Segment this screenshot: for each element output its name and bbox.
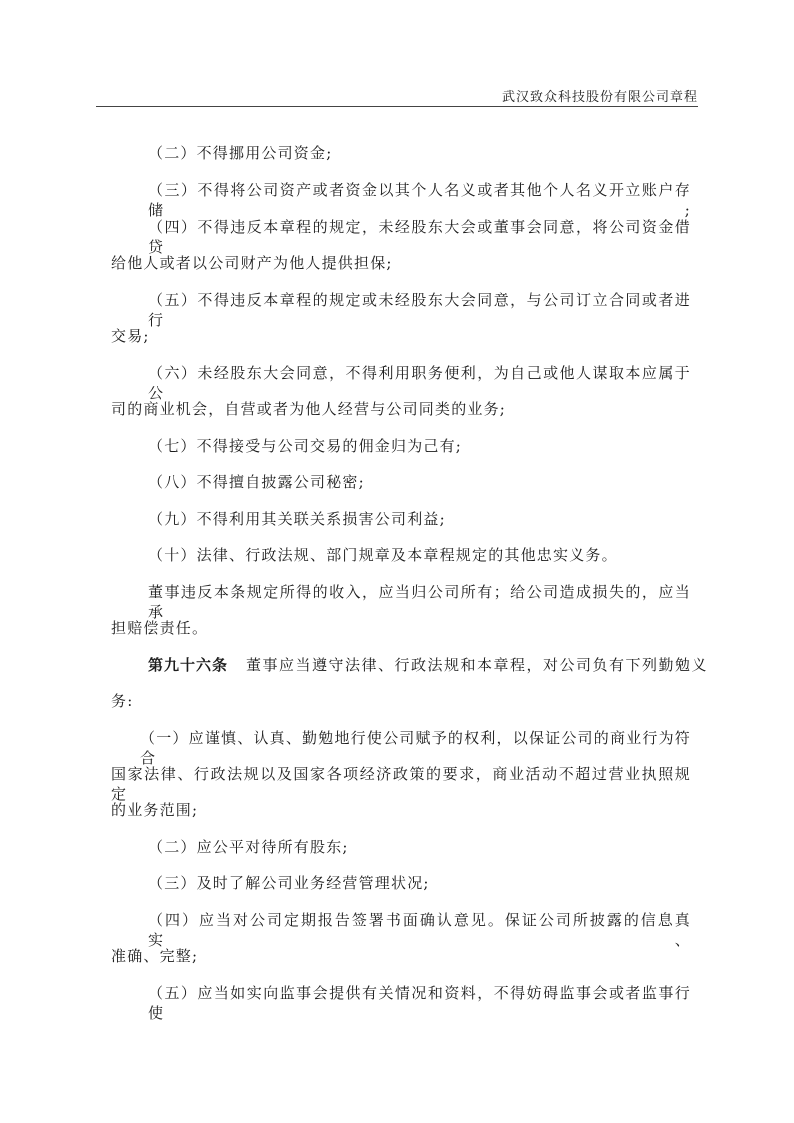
article-96-item-1-line-3: 的业务范围;: [111, 801, 199, 819]
article-96-item-3: （三）及时了解公司业务经营管理状况;: [148, 874, 430, 892]
article-96-item-4-line-1: （四）应当对公司定期报告签署书面确认意见。保证公司所披露的信息真实、: [148, 911, 691, 949]
document-header-title: 武汉致众科技股份有限公司章程: [501, 90, 698, 105]
article-96-intro-line-1: [148, 655, 728, 675]
article-95-item-10: （十）法律、行政法规、部门规章及本章程规定的其他忠实义务。: [148, 546, 618, 564]
header-divider: [96, 106, 698, 107]
article-95-item-2: （二）不得挪用公司资金;: [148, 144, 333, 162]
article-95-item-3: （三）不得将公司资产或者资金以其个人名义或者其他个人名义开立账户存储;: [148, 181, 691, 219]
article-96-item-5-line-1: （五）应当如实向监事会提供有关情况和资料，不得妨碍监事会或者监事行使: [148, 984, 691, 1022]
article-95-item-5-line-2: 交易;: [111, 327, 150, 345]
article-96-item-4-line-2: 准确、完整;: [111, 947, 199, 965]
article-96-item-1-line-1: （一）应谨慎、认真、勤勉地行使公司赋予的权利，以保证公司的商业行为符合: [140, 729, 691, 767]
article-95-item-9: （九）不得利用其关联关系损害公司利益;: [148, 510, 446, 528]
article-95-item-6-line-2: 司的商业机会，自营或者为他人经营与公司同类的业务;: [111, 400, 507, 418]
article-95-closing-line-2: 担赔偿责任。: [111, 619, 209, 637]
article-95-item-8: （八）不得擅自披露公司秘密;: [148, 473, 365, 491]
article-95-item-4-line-2: 给他人或者以公司财产为他人提供担保;: [111, 254, 393, 272]
article-95-item-4-line-1: （四）不得违反本章程的规定，未经股东大会或董事会同意，将公司资金借贷: [148, 218, 691, 256]
article-95-item-5-line-1: （五）不得违反本章程的规定或未经股东大会同意，与公司订立合同或者进行: [148, 291, 691, 329]
article-96-item-1-line-2: 国家法律、行政法规以及国家各项经济政策的要求，商业活动不超过营业执照规定: [111, 765, 691, 803]
article-96-intro-text: 董事应当遵守法律、行政法规和本章程，对公司负有下列勤勉义: [246, 656, 709, 674]
article-95-closing-line-1: 董事违反本条规定所得的收入，应当归公司所有；给公司造成损失的，应当承: [148, 583, 691, 621]
article-96-intro-line-2: 务:: [111, 692, 134, 710]
article-96-item-2: （二）应公平对待所有股东;: [148, 838, 349, 856]
article-96-heading: 第九十六条: [148, 656, 229, 674]
article-95-item-6-line-1: （六）未经股东大会同意，不得利用职务便利，为自己或他人谋取本应属于公: [148, 364, 691, 402]
article-95-item-7: （七）不得接受与公司交易的佣金归为己有;: [148, 437, 463, 455]
